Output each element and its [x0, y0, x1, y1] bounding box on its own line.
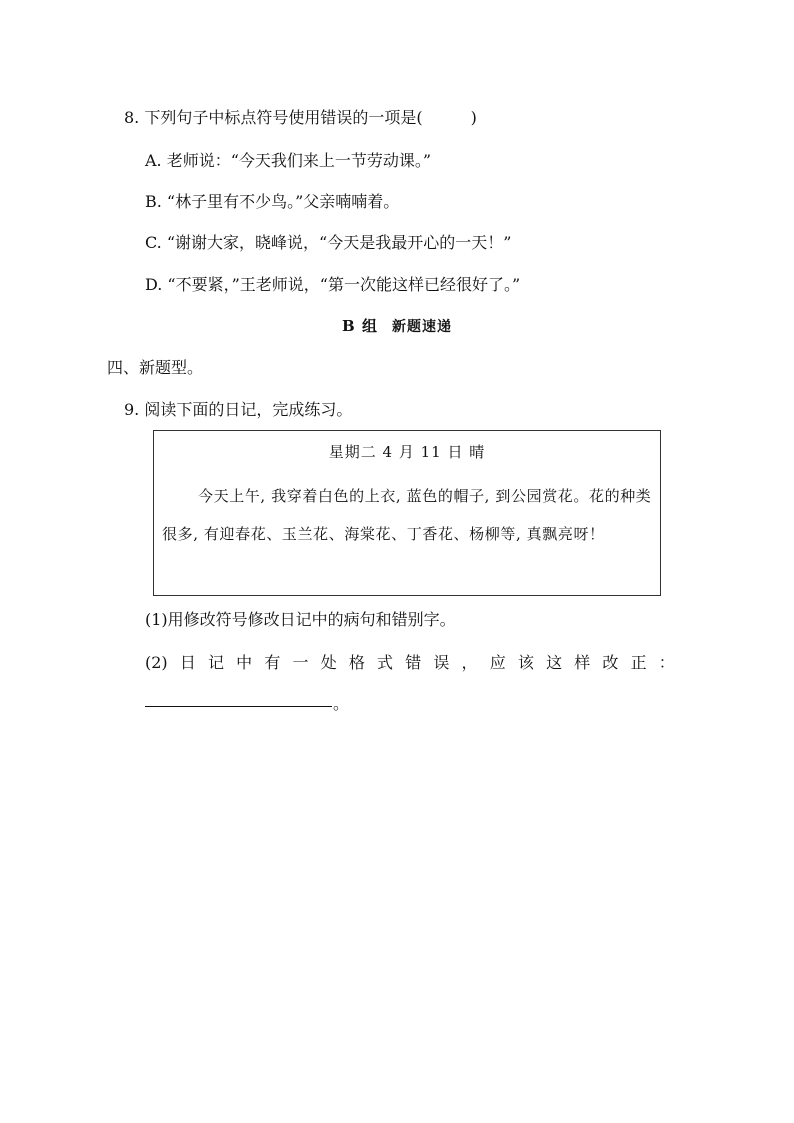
option-d: D. “不要紧，”王老师说，“第一次能这样已经很好了。” [145, 275, 521, 294]
question-9-stem: 9. 阅读下面的日记，完成练习。 [124, 400, 353, 419]
sub2-char: 应 [489, 653, 506, 672]
diary-text: 今天上午, 我穿着白色的上衣, 蓝色的帽子, 到公园赏花。花的种类很多, 有迎春花、玉兰花、海棠花、丁香花、杨柳等, 真飘亮呀！ [162, 487, 652, 543]
group-b-title [0, 316, 794, 337]
diary-box [153, 430, 661, 596]
section-4-heading: 四、新题型。 [107, 358, 204, 377]
sub2-char: 日 [179, 653, 196, 672]
sub-question-2 [145, 652, 675, 674]
sub2-char: 格 [348, 653, 365, 672]
sub-question-1: (1)用修改符号修改日记中的病句和错别字。 [145, 610, 456, 629]
sub2-char: 一 [292, 653, 309, 672]
diary-text-block [162, 477, 656, 553]
question-8-stem: 8. 下列句子中标点符号使用错误的一项是( ) [124, 108, 477, 127]
option-a: A. 老师说：“今天我们来上一节劳动课。” [145, 151, 432, 170]
sub2-char: 有 [264, 653, 281, 672]
sub2-char: ， [461, 653, 478, 672]
answer-end-period: 。 [333, 694, 350, 713]
sub2-char: 正 [630, 653, 647, 672]
group-name: 新题速递 [391, 319, 452, 335]
diary-date: 星期二 4 月 11 日 晴 [328, 443, 486, 461]
sub2-char: 改 [602, 653, 619, 672]
sub2-char: 样 [574, 653, 591, 672]
sub2-char: 这 [546, 653, 563, 672]
sub2-char: ： [658, 653, 675, 672]
sub2-char: 误 [433, 653, 450, 672]
sub2-char: 处 [320, 653, 337, 672]
sub2-char: (2) [145, 653, 168, 672]
option-b: B. “林子里有不少鸟。”父亲喃喃着。 [145, 192, 400, 211]
group-letter: B 组 [342, 317, 378, 335]
sub2-char: 式 [377, 653, 394, 672]
sub2-char: 该 [517, 653, 534, 672]
sub2-char: 错 [405, 653, 422, 672]
answer-blank-line[interactable] [145, 706, 332, 707]
sub2-char: 中 [236, 653, 253, 672]
sub2-char: 记 [208, 653, 225, 672]
option-c: C. “谢谢大家，晓峰说，“今天是我最开心的一天！” [145, 233, 512, 252]
